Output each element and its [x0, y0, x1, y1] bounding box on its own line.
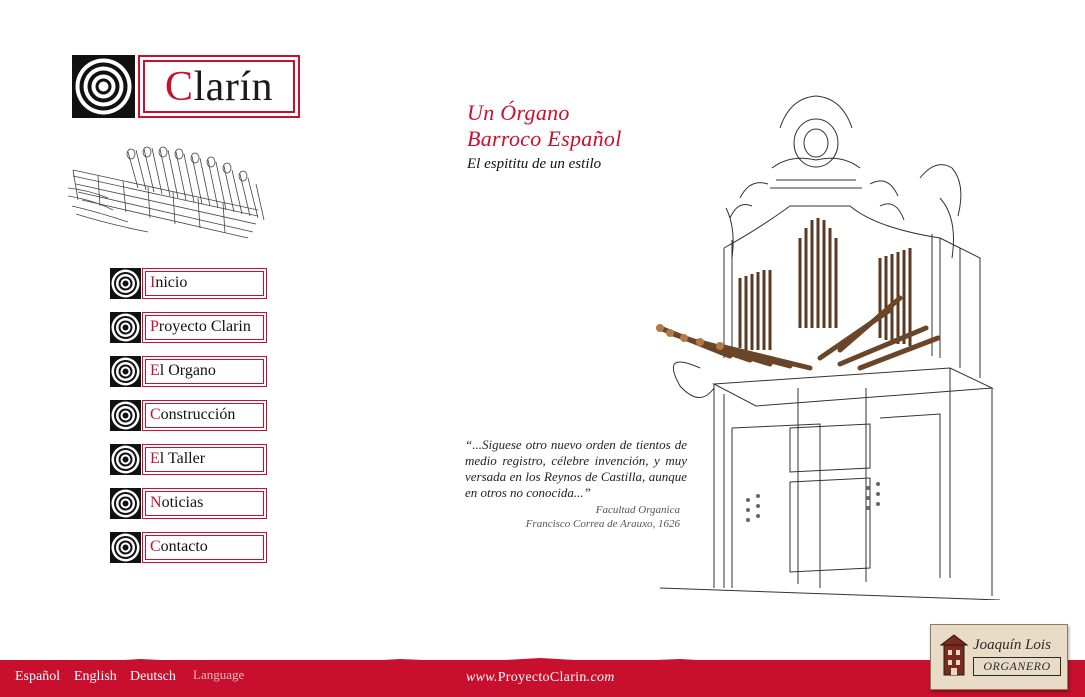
nav-item-el-organo[interactable]: [110, 356, 267, 387]
nav-item-box: [142, 444, 267, 475]
lang-deutsch-link[interactable]: Deutsch: [130, 669, 176, 684]
organero-badge[interactable]: [930, 624, 1068, 690]
concentric-circles-icon: [110, 444, 141, 475]
nav-item-box: [142, 356, 267, 387]
nav-item-noticias[interactable]: [110, 488, 267, 519]
nav-item-label: Inicio: [150, 274, 188, 291]
quote-source: [526, 503, 680, 531]
badge-role: ORGANERO: [973, 657, 1061, 676]
concentric-circles-icon: [110, 488, 141, 519]
nav-item-label: Construcción: [150, 406, 236, 423]
site-url-link[interactable]: www.ProyectoClarin.com: [466, 670, 615, 685]
quote-text: “...Siguese otro nuevo orden de tientos de medio registro, célebre invención, y muy versada en los Reynos de Castilla, aunque en otros no conocida...”: [465, 437, 687, 500]
nav-item-inicio[interactable]: [110, 268, 267, 299]
concentric-circles-icon: [72, 55, 135, 118]
concentric-circles-icon: [110, 312, 141, 343]
headline-line-1: Un Órgano: [467, 100, 570, 125]
concentric-circles-icon: [110, 400, 141, 431]
organ-illustration: [640, 88, 1000, 600]
headline-subtitle: El espititu de un estilo: [467, 156, 602, 172]
nav-item-box: [142, 268, 267, 299]
nav-item-label: El Taller: [150, 450, 206, 467]
headline: [467, 100, 622, 173]
nav-item-construccion[interactable]: [110, 400, 267, 431]
nav-item-contacto[interactable]: [110, 532, 267, 563]
language-label: Language: [193, 667, 245, 682]
nav-item-proyecto-clarin[interactable]: [110, 312, 267, 343]
nav-item-label: Noticias: [150, 494, 204, 511]
lang-english-link[interactable]: English: [74, 669, 117, 684]
logo-wordmark-box: [138, 55, 300, 118]
lang-espanol-link[interactable]: Español: [15, 669, 61, 684]
headline-line-2: Barroco Español: [467, 126, 622, 151]
nav-item-label: Proyecto Clarin: [150, 318, 251, 335]
concentric-circles-icon: [110, 532, 141, 563]
badge-name: Joaquín Lois: [973, 637, 1051, 653]
nav-item-label: Contacto: [150, 538, 208, 555]
logo-wordmark: Clarín: [165, 63, 273, 110]
nav-item-box: [142, 488, 267, 519]
concentric-circles-icon: [110, 356, 141, 387]
workshop-house-icon: [939, 631, 969, 681]
nav-item-box: [142, 400, 267, 431]
nav-item-box: [142, 532, 267, 563]
pipes-sketch: [68, 140, 268, 240]
nav-item-el-taller[interactable]: [110, 444, 267, 475]
quote-source-title: Facultad Organica: [595, 504, 680, 516]
concentric-circles-icon: [110, 268, 141, 299]
nav-item-box: [142, 312, 267, 343]
logo[interactable]: [72, 55, 298, 118]
nav-item-label: El Organo: [150, 362, 216, 379]
quote-source-author: Francisco Correa de Arauxo, 1626: [525, 518, 680, 530]
